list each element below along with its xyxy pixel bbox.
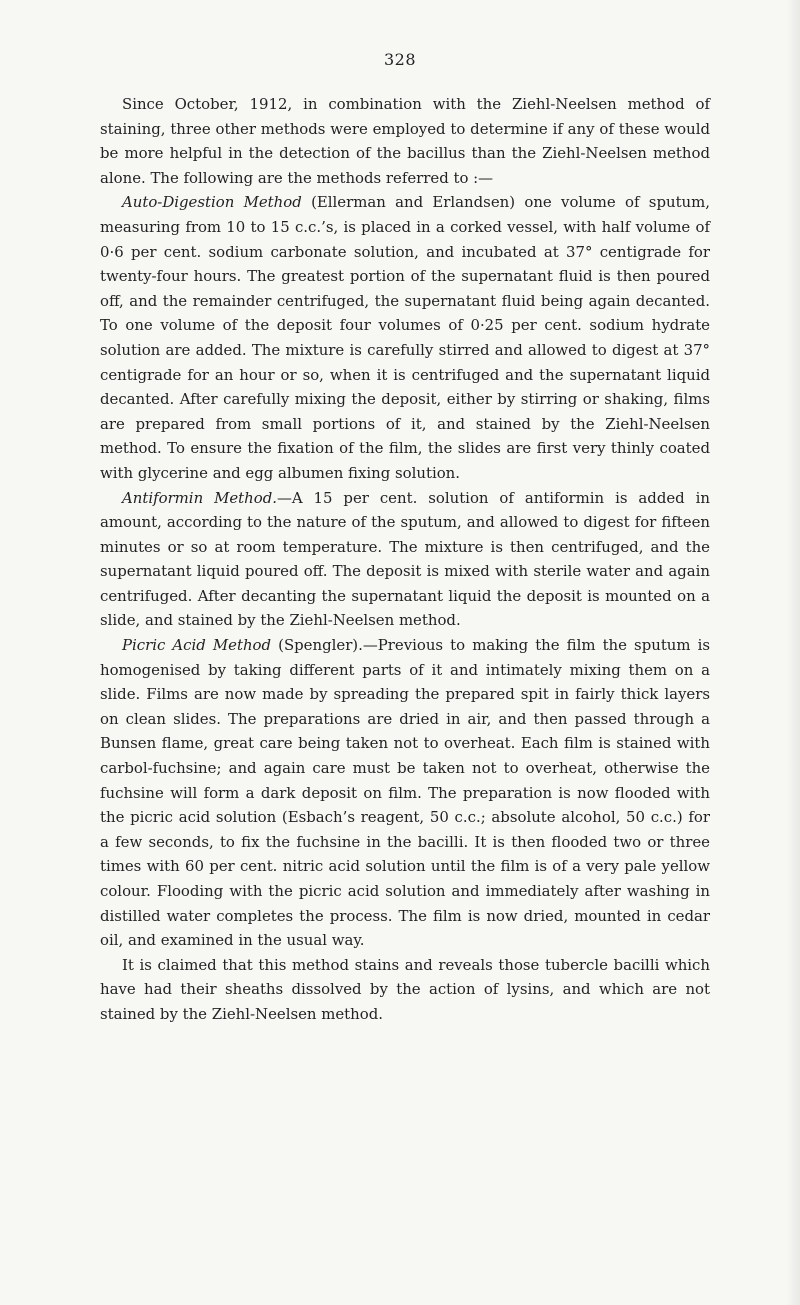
picric-acid-paragraph [100, 633, 710, 953]
auto-digestion-heading: Auto-Digestion Method [122, 193, 302, 212]
antiformin-heading: Antiformin Method. [122, 488, 277, 507]
picric-acid-text: (Spengler).—Previous to making the film the sputum is homogenised by taking different parts of it and intimately mixing them on a slide. Films are now made by spreading the prepared spit in fairly thick layers on clean slides. The preparations are dried in air, and then passed through a Bunsen flame, great care being taken not to overheat. Each film is stained with carbol-fuchsine; and again care must be taken not to overheat, otherwise the fuchsine will form a dark deposit on film. The preparation is now flooded with the picric acid solution (Esbach’s reagent, 50 c.c.; absolute alcohol, 50 c.c.) for a few seconds, to fix the fuchsine in the bacilli. It is then flooded two or three times with 60 per cent. nitric acid solution until the film is of a very pale yellow colour. Flooding with the picric acid solution and immediately after washing in distilled water completes the process. The film is now dried, mounted in cedar oil, and examined in the usual way. [100, 636, 711, 950]
auto-digestion-text: (Ellerman and Erlandsen) one volume of sputum, measuring from 10 to 15 c.c.’s, is placed in a corked vessel, with half volume of 0·6 per cent. sodium carbonate solution, and incubated at 37° centigrade for twenty-four hours. The greatest portion of the supernatant fluid is then poured off, and the remainder centrifuged, the supernatant fluid being again decanted. To one volume of the deposit four volumes of 0·25 per cent. sodium hydrate solution are added. The mixture is carefully stirred and allowed to digest at 37° centigrade for an hour or so, when it is centrifuged and the supernatant liquid decanted. After carefully mixing the deposit, either by stirring or shaking, films are prepared from small portions of it, and stained by the Ziehl-Neelsen method. To ensure the fixation of the film, the slides are first very thinly coated with glycerine and egg albumen fixing solution. [100, 193, 710, 482]
intro-paragraph: Since October, 1912, in combination with the Ziehl-Neelsen method of staining, three other methods were employed to determine if any of these would be more helpful in the detection of the bacillus than the Ziehl-Neelsen method alone. The following are the methods referred to :— [100, 95, 710, 187]
page-number: 328 [383, 50, 417, 69]
auto-digestion-paragraph [100, 190, 710, 485]
antiformin-paragraph [100, 486, 710, 634]
body-text [100, 92, 710, 1027]
antiformin-text: —A 15 per cent. solution of antiformin is added in amount, according to the nature of the sputum, and allowed to digest for fifteen minutes or so at room temperature. The mixture is then centrifuged, and the supernatant liquid poured off. The deposit is mixed with sterile water and again centrifuged. After decanting the supernatant liquid the deposit is mounted on a slide, and stained by the Ziehl-Neelsen method. [100, 488, 710, 630]
picric-acid-heading: Picric Acid Method [122, 636, 272, 655]
conclusion-paragraph: It is claimed that this method stains and reveals those tubercle bacilli which have had their sheaths dissolved by the action of lysins, and which are not stained by the Ziehl-Neelsen method. [100, 955, 710, 1023]
page-edge-shadow [786, 0, 800, 1305]
